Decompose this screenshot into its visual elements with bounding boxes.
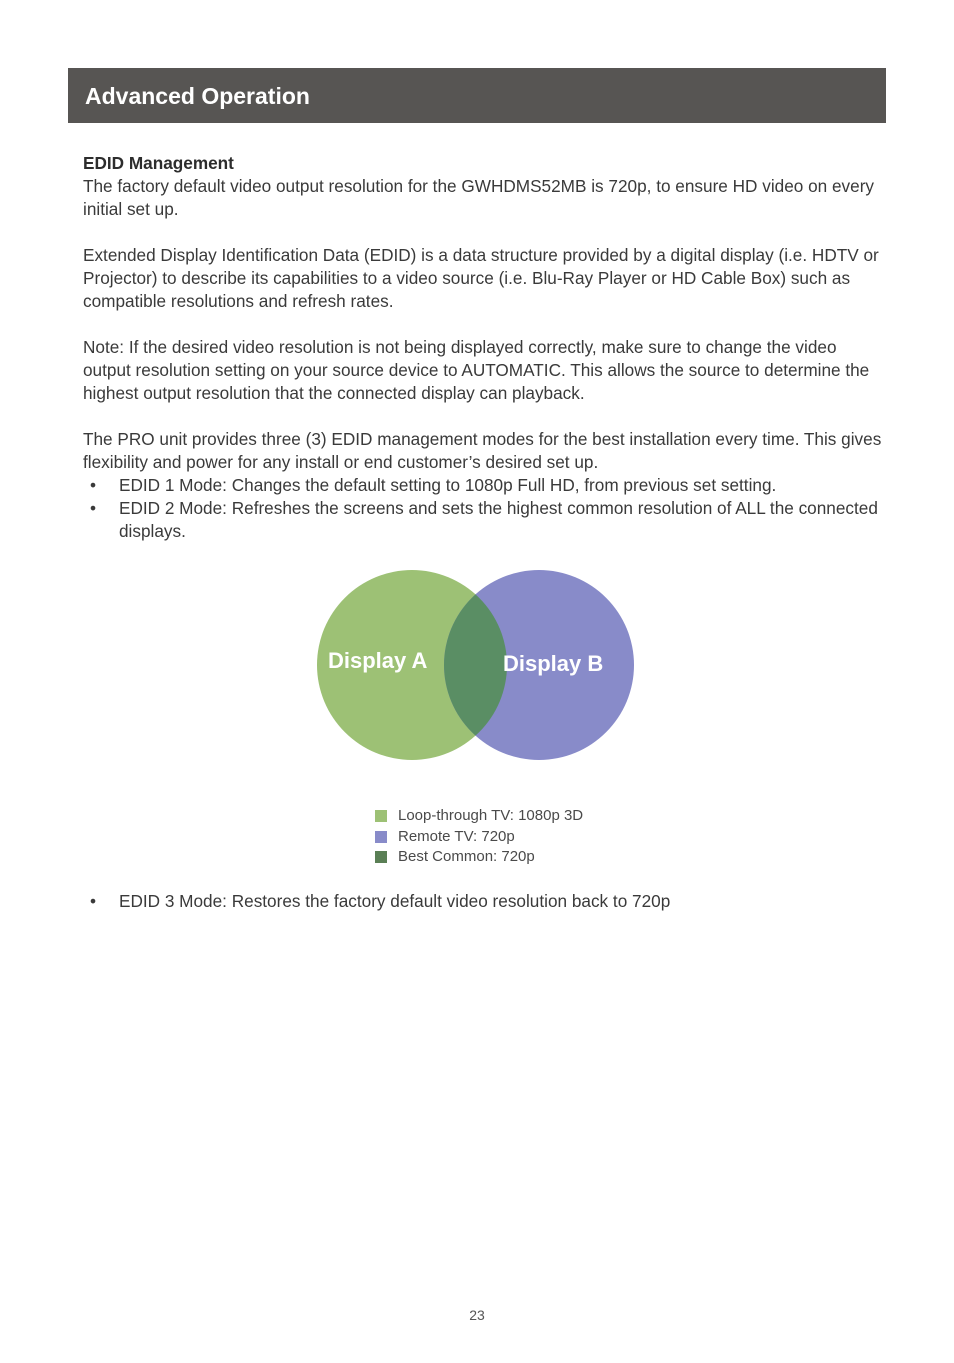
paragraph-edid-definition: Extended Display Identification Data (EDID) is a data structure provided by a digital display (i.e. HDTV or Projector) to describe its capabilities to a video source (i.e. Blu-Ray Player or HD Cable Box) such as compatible resolutions and refresh rates. [83, 245, 879, 311]
legend-label: Loop-through TV: 1080p 3D [398, 807, 584, 824]
list-item [83, 497, 883, 543]
display-a-label: Display A [328, 648, 428, 673]
spacer [83, 221, 883, 244]
legend-item [375, 806, 583, 827]
venn-legend [375, 806, 583, 868]
paragraph-modes-intro: The PRO unit provides three (3) EDID management modes for the best installation every time. This gives flexibility and power for any install or end customer’s desired set up. [83, 429, 882, 472]
legend-swatch [375, 831, 387, 843]
bullet-text-edid-1: EDID 1 Mode: Changes the default setting to 1080p Full HD, from previous set setting. [119, 475, 777, 495]
spacer [83, 405, 883, 428]
legend-item [375, 827, 583, 848]
venn-diagram [300, 560, 660, 780]
edid-mode-list [83, 474, 883, 543]
bullet-dot: • [90, 475, 97, 495]
bullet-dot: • [90, 498, 97, 518]
page-title: Advanced Operation [85, 83, 310, 109]
edid-mode-list-continued [83, 890, 883, 913]
bullet-dot: • [90, 891, 97, 911]
section-header-bar [68, 68, 886, 123]
legend-item [375, 847, 583, 868]
paragraph-default-resolution: The factory default video output resolution for the GWHDMS52MB is 720p, to ensure HD video on every initial set up. [83, 176, 875, 219]
page-number: 23 [469, 1307, 485, 1323]
legend-swatch [375, 851, 387, 863]
spacer [83, 313, 883, 336]
legend-swatch [375, 810, 387, 822]
legend-label: Best Common: 720p [398, 848, 535, 865]
list-item [83, 474, 883, 497]
legend-label: Remote TV: 720p [398, 827, 515, 845]
display-b-label: Display B [503, 651, 604, 676]
paragraph-note: Note: If the desired video resolution is not being displayed correctly, make sure to change the video output resolution setting on your source device to AUTOMATIC. This allows the source to determine the highest output resolution that the connected display can playback. [83, 337, 870, 403]
list-item [83, 890, 883, 913]
section-heading: EDID Management [83, 153, 234, 173]
main-content [83, 152, 883, 543]
bullet-text-edid-2: EDID 2 Mode: Refreshes the screens and sets the highest common resolution of ALL the connected displays. [119, 498, 878, 541]
bullet-text-edid-3: EDID 3 Mode: Restores the factory default video resolution back to 720p [119, 891, 671, 911]
